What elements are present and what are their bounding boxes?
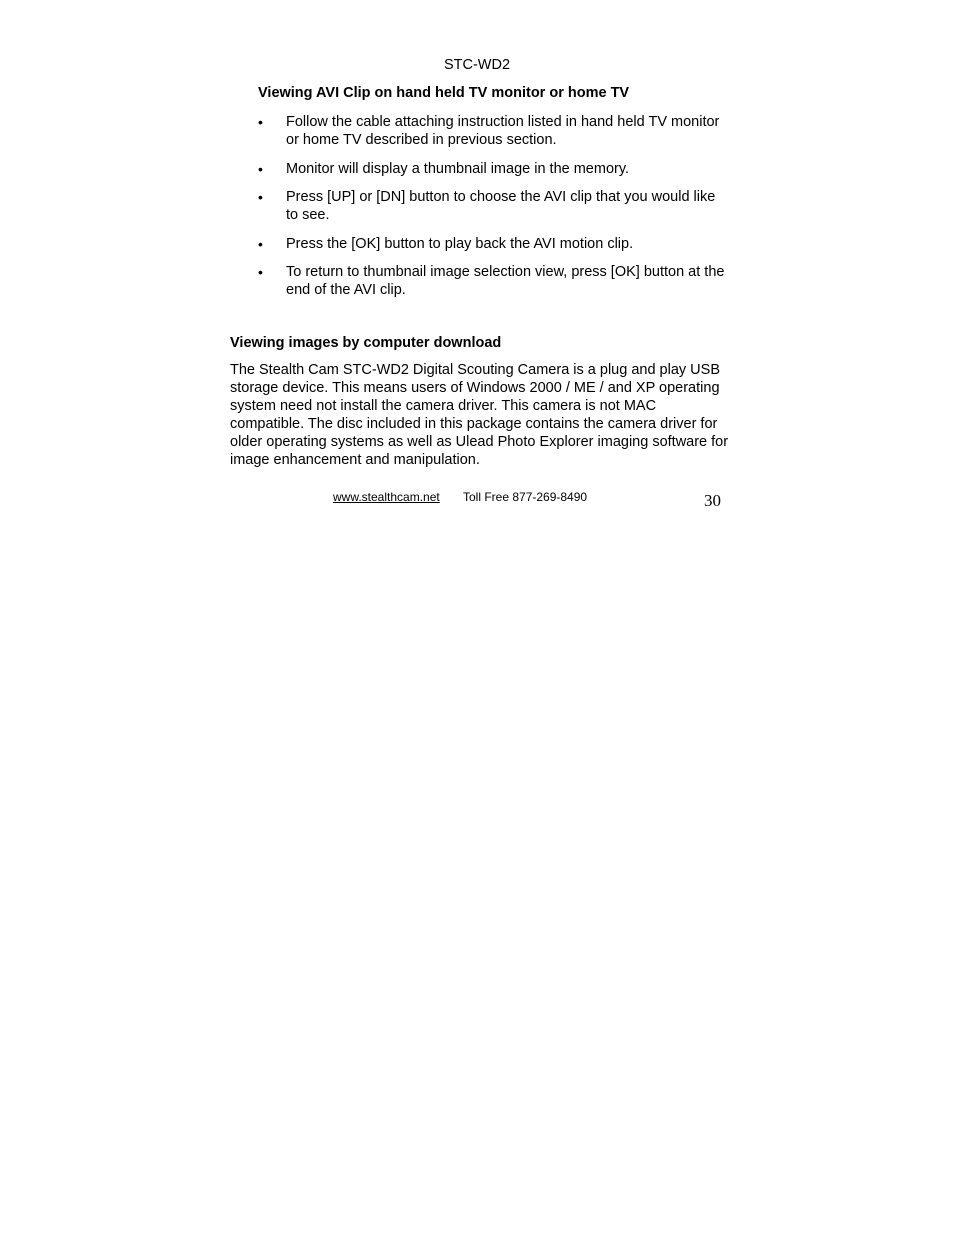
bullet-icon: • (258, 160, 263, 177)
section-heading-avi-clip: Viewing AVI Clip on hand held TV monitor or home TV (258, 85, 630, 101)
list-item-text: Press the [OK] button to play back the AVI motion clip. (286, 235, 634, 252)
page-number: 30 (704, 491, 721, 510)
list-item (258, 113, 728, 149)
website-link[interactable]: www.stealthcam.net (333, 490, 440, 504)
bullet-icon: • (258, 264, 263, 280)
list-item-text: To return to thumbnail image selection view, press [OK] button at the end of the AVI clip. (286, 264, 725, 298)
bullet-icon: • (258, 235, 263, 252)
page-header-title: STC-WD2 (443, 57, 511, 73)
list-item (258, 235, 728, 253)
list-item-text: Follow the cable attaching instruction listed in hand held TV monitor or home TV described in previous section. (286, 114, 720, 148)
instruction-list (258, 113, 728, 310)
body-paragraph: The Stealth Cam STC-WD2 Digital Scouting Camera is a plug and play USB storage device. This means users of Windows 2000 / ME / and XP operating system need not install the camera driver. This camera is not MAC compatible. The disc included in this package contains the camera driver for older operating systems as well as Ulead Photo Explorer imaging software for image enhancement and manipulation. (230, 362, 729, 468)
list-item (258, 160, 728, 178)
list-item-text: Press [UP] or [DN] button to choose the AVI clip that you would like to see. (286, 189, 716, 223)
bullet-icon: • (258, 114, 263, 130)
bullet-icon: • (258, 189, 263, 205)
list-item (258, 263, 728, 299)
list-item (258, 188, 728, 224)
toll-free-phone: Toll Free 877-269-8490 (463, 490, 588, 504)
section-heading-computer-download: Viewing images by computer download (230, 335, 502, 351)
list-item-text: Monitor will display a thumbnail image in the memory. (286, 160, 630, 177)
